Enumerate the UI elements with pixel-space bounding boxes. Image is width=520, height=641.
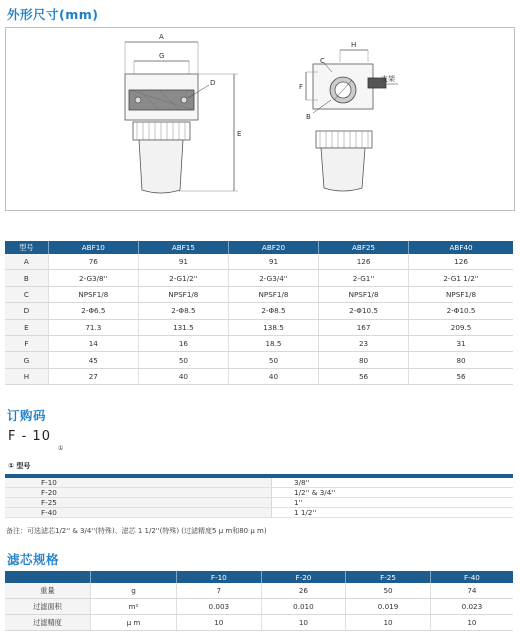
table-cell: m² [91, 599, 177, 615]
table-cell: 10 [261, 615, 346, 631]
table-cell: 1/2'' & 3/4'' [272, 488, 514, 498]
table-cell: 71.3 [48, 319, 138, 335]
table-row [5, 488, 513, 498]
table-cell: 14 [48, 335, 138, 351]
table-row [5, 583, 513, 599]
spec-header-cell: ABF15 [138, 241, 228, 254]
table-cell: F-25 [5, 498, 272, 508]
table-cell: 167 [319, 319, 409, 335]
table-cell: 31 [409, 335, 513, 351]
table-cell: 过滤面积 [5, 599, 91, 615]
model-option-table [5, 474, 513, 518]
spec-table-header [5, 241, 513, 254]
table-cell: 16 [138, 335, 228, 351]
filter-header-cell: F-25 [346, 571, 431, 583]
table-cell: 91 [228, 254, 318, 270]
remark-note: 备注：可选滤芯1/2'' & 3/4''(特殊)、滤芯 1 1/2''(特殊) (过滤精度5 μ m和80 μ m) [6, 527, 267, 535]
table-cell: F-10 [5, 478, 272, 488]
table-cell: 2-G1/2'' [138, 270, 228, 286]
table-cell: 2-Φ10.5 [319, 303, 409, 319]
table-cell: 0.010 [261, 599, 346, 615]
table-cell: 27 [48, 368, 138, 384]
filter-spec-table [5, 571, 513, 631]
table-cell: 1'' [272, 498, 514, 508]
label-b: B [306, 113, 311, 121]
table-cell: 2-G3/4'' [228, 270, 318, 286]
spec-header-cell: 型号 [5, 241, 48, 254]
order-code: F - 10 [8, 429, 51, 444]
table-cell: F-40 [5, 508, 272, 518]
table-row [5, 508, 513, 518]
table-cell: g [91, 583, 177, 599]
table-cell: 56 [409, 368, 513, 384]
table-cell: μ m [91, 615, 177, 631]
table-cell: 0.003 [177, 599, 262, 615]
table-row [5, 303, 513, 319]
table-cell: 10 [430, 615, 513, 631]
table-cell: 3/8'' [272, 478, 514, 488]
table-cell: 50 [138, 352, 228, 368]
table-cell: 1 1/2'' [272, 508, 514, 518]
table-cell: NPSF1/8 [319, 286, 409, 302]
filter-header-cell [5, 571, 91, 583]
table-row [5, 368, 513, 384]
ordering-title: 订购码 [7, 408, 47, 423]
table-cell: 80 [319, 352, 409, 368]
filter-header-cell: F-40 [430, 571, 513, 583]
table-cell: 7 [177, 583, 262, 599]
label-h: H [351, 41, 357, 49]
table-cell: 10 [346, 615, 431, 631]
table-cell: 2-G1'' [319, 270, 409, 286]
label-d: D [210, 79, 216, 87]
table-cell: 40 [138, 368, 228, 384]
table-cell: 45 [48, 352, 138, 368]
table-cell: A [5, 254, 48, 270]
filter-header-cell: F-20 [261, 571, 346, 583]
table-cell: 50 [228, 352, 318, 368]
table-row [5, 615, 513, 631]
table-cell: F [5, 335, 48, 351]
table-cell: 过滤精度 [5, 615, 91, 631]
label-e: E [237, 130, 242, 138]
table-row [5, 254, 513, 270]
label-bracket: 支架 [381, 75, 395, 83]
table-cell: 131.5 [138, 319, 228, 335]
table-cell: 138.5 [228, 319, 318, 335]
table-cell: NPSF1/8 [409, 286, 513, 302]
table-cell: NPSF1/8 [48, 286, 138, 302]
filter-header-cell: F-10 [177, 571, 262, 583]
table-cell: NPSF1/8 [228, 286, 318, 302]
table-cell: 126 [319, 254, 409, 270]
spec-header-cell: ABF25 [319, 241, 409, 254]
table-row [5, 599, 513, 615]
table-row [5, 352, 513, 368]
label-g: G [159, 52, 165, 60]
table-row [5, 286, 513, 302]
table-cell: C [5, 286, 48, 302]
table-cell: 209.5 [409, 319, 513, 335]
table-cell: 2-Φ8.5 [228, 303, 318, 319]
table-cell: NPSF1/8 [138, 286, 228, 302]
table-row [5, 335, 513, 351]
table-cell: 2-Φ6.5 [48, 303, 138, 319]
dimension-drawing [5, 27, 515, 211]
table-cell: 56 [319, 368, 409, 384]
table-cell: 91 [138, 254, 228, 270]
table-cell: 2-Φ8.5 [138, 303, 228, 319]
filter-spec-title: 滤芯规格 [7, 552, 60, 567]
table-cell: 26 [261, 583, 346, 599]
filter-table-header [5, 571, 513, 583]
table-cell: G [5, 352, 48, 368]
table-cell: 23 [319, 335, 409, 351]
model-subheading: ① 型号 [8, 462, 31, 470]
label-a: A [159, 33, 164, 41]
table-cell: 40 [228, 368, 318, 384]
dimension-spec-table [5, 241, 513, 385]
order-code-marker: ① [58, 445, 64, 452]
table-cell: D [5, 303, 48, 319]
table-cell: F-20 [5, 488, 272, 498]
table-row [5, 478, 513, 488]
table-cell: 2-G3/8'' [48, 270, 138, 286]
table-cell: 2-Φ10.5 [409, 303, 513, 319]
table-cell: 18.5 [228, 335, 318, 351]
table-cell: 80 [409, 352, 513, 368]
table-cell: 74 [430, 583, 513, 599]
spec-header-cell: ABF40 [409, 241, 513, 254]
label-f: F [299, 83, 304, 91]
spec-header-cell: ABF10 [48, 241, 138, 254]
table-cell: 50 [346, 583, 431, 599]
table-row [5, 270, 513, 286]
label-c: C [320, 57, 325, 65]
spec-header-cell: ABF20 [228, 241, 318, 254]
table-cell: 76 [48, 254, 138, 270]
table-cell: 126 [409, 254, 513, 270]
dimensions-title: 外形尺寸(mm) [7, 7, 99, 22]
table-row [5, 319, 513, 335]
table-cell: 0.019 [346, 599, 431, 615]
table-cell: 0.023 [430, 599, 513, 615]
table-cell: E [5, 319, 48, 335]
table-cell: B [5, 270, 48, 286]
table-cell: 2-G1 1/2'' [409, 270, 513, 286]
table-cell: H [5, 368, 48, 384]
table-row [5, 498, 513, 508]
table-cell: 10 [177, 615, 262, 631]
filter-header-cell [91, 571, 177, 583]
filter-technical-drawing [6, 28, 514, 210]
table-cell: 重量 [5, 583, 91, 599]
